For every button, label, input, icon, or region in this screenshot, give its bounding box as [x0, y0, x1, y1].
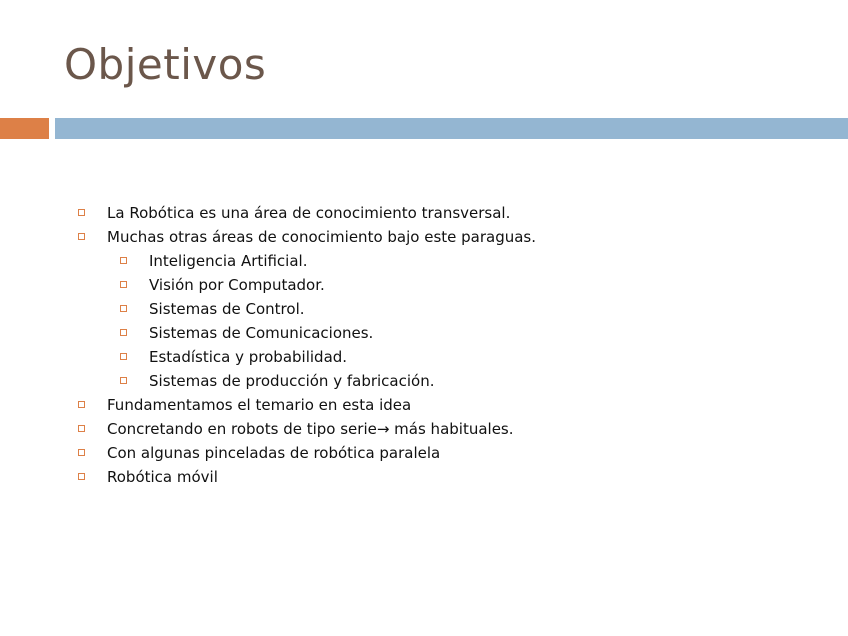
bullet-list	[74, 201, 814, 489]
list-item	[74, 225, 814, 249]
list-item-text: Robótica móvil	[107, 468, 218, 486]
list-item-text: Con algunas pinceladas de robótica paralela	[107, 444, 441, 462]
square-bullet-icon	[120, 329, 127, 336]
sub-list-item-text: Sistemas de Comunicaciones.	[149, 324, 374, 342]
square-bullet-icon	[78, 425, 85, 432]
sub-list-item	[74, 297, 814, 321]
square-bullet-icon	[120, 353, 127, 360]
list-item	[74, 417, 814, 441]
list-item-text: Fundamentamos el temario en esta idea	[107, 396, 412, 414]
sub-list-item-text: Sistemas de Control.	[149, 300, 305, 318]
square-bullet-icon	[78, 449, 85, 456]
sub-list-item-text: Visión por Computador.	[149, 276, 325, 294]
list-item-text: Muchas otras áreas de conocimiento bajo este paraguas.	[107, 228, 537, 246]
slide-title: Objetivos	[64, 40, 267, 89]
square-bullet-icon	[78, 233, 85, 240]
list-item	[74, 201, 814, 225]
square-bullet-icon	[120, 377, 127, 384]
accent-bar-blue	[55, 118, 848, 139]
sub-list-item-text: Estadística y probabilidad.	[149, 348, 348, 366]
list-item	[74, 465, 814, 489]
sub-list-item	[74, 321, 814, 345]
sub-list-item-text: Sistemas de producción y fabricación.	[149, 372, 435, 390]
accent-bar-orange	[0, 118, 49, 139]
square-bullet-icon	[78, 401, 85, 408]
list-item-text: Concretando en robots de tipo serie→ más habituales.	[107, 420, 514, 438]
sub-list-item	[74, 249, 814, 273]
square-bullet-icon	[120, 305, 127, 312]
list-item	[74, 393, 814, 417]
sub-list-item	[74, 345, 814, 369]
list-item	[74, 441, 814, 465]
sub-list-item	[74, 369, 814, 393]
square-bullet-icon	[78, 209, 85, 216]
list-item-text: La Robótica es una área de conocimiento transversal.	[107, 204, 511, 222]
sub-list-item	[74, 273, 814, 297]
square-bullet-icon	[120, 257, 127, 264]
sub-list-item-text: Inteligencia Artificial.	[149, 252, 308, 270]
square-bullet-icon	[120, 281, 127, 288]
square-bullet-icon	[78, 473, 85, 480]
